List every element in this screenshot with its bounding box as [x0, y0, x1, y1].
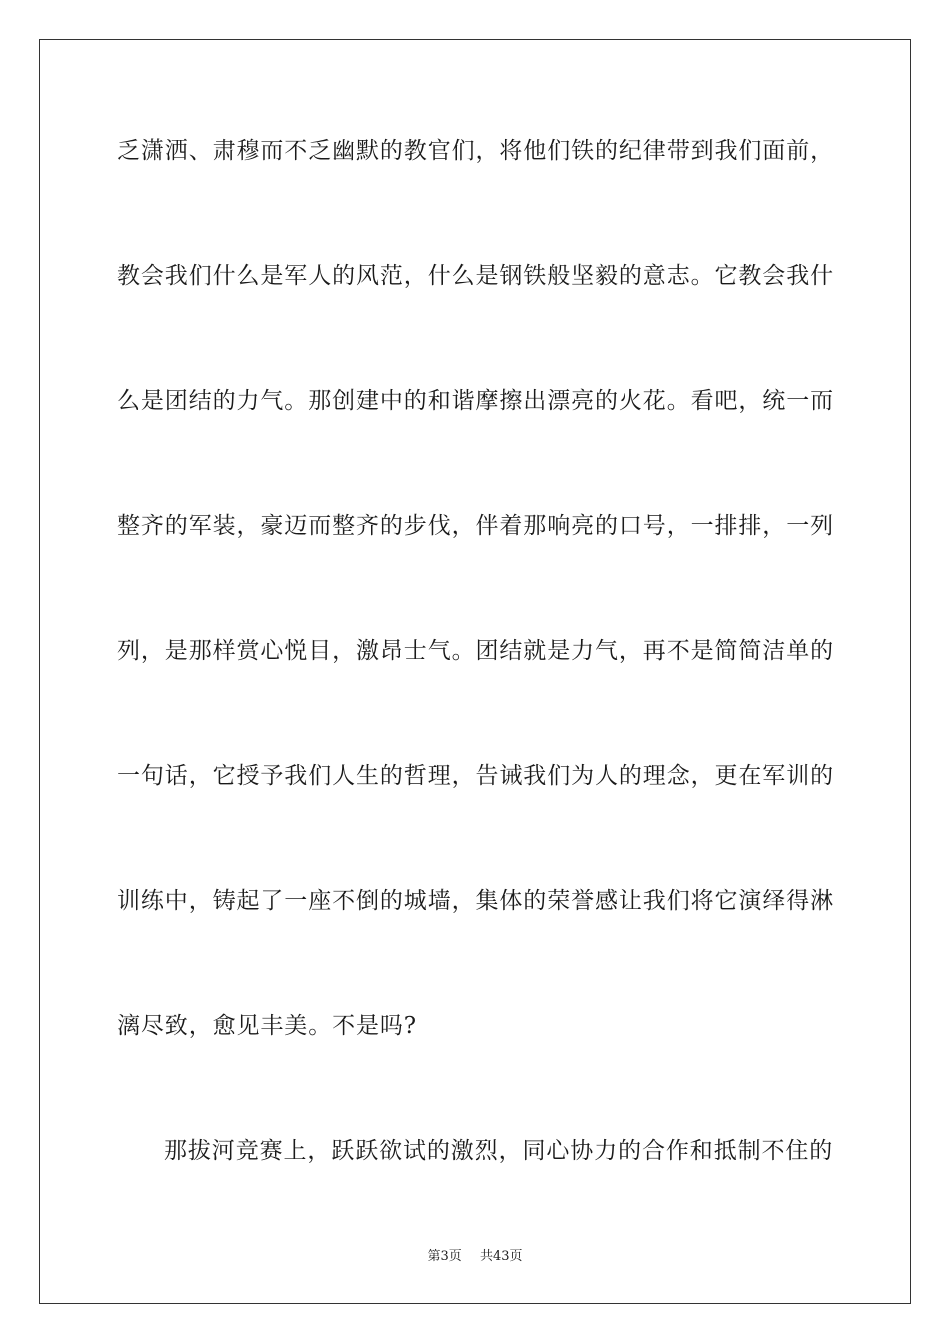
page-number: 第3页: [427, 1249, 462, 1264]
text-line: 漓尽致，愈见丰美。不是吗?: [117, 1013, 418, 1039]
text-line: 训练中，铸起了一座不倒的城墙，集体的荣誉感让我们将它演绎得淋: [117, 888, 834, 914]
text-line: 列，是那样赏心悦目，激昂士气。团结就是力气，再不是简简洁单的: [117, 638, 834, 664]
text-line: 教会我们什么是军人的风范，什么是钢铁般坚毅的意志。它教会我什: [117, 263, 834, 289]
page-footer: [0, 1249, 950, 1265]
total-pages: 共43页: [479, 1249, 523, 1264]
text-line: 整齐的军装，豪迈而整齐的步伐，伴着那响亮的口号，一排排，一列: [117, 513, 834, 539]
paragraph-start-line: 那拔河竞赛上，跃跃欲试的激烈，同心协力的合作和抵制不住的: [164, 1138, 834, 1164]
text-line: 乏潇洒、肃穆而不乏幽默的教官们，将他们铁的纪律带到我们面前，: [117, 138, 834, 164]
text-line: 一句话，它授予我们人生的哲理，告诫我们为人的理念，更在军训的: [117, 763, 834, 789]
text-line: 么是团结的力气。那创建中的和谐摩擦出漂亮的火花。看吧，统一而: [117, 388, 834, 414]
page-border: [39, 39, 911, 1304]
